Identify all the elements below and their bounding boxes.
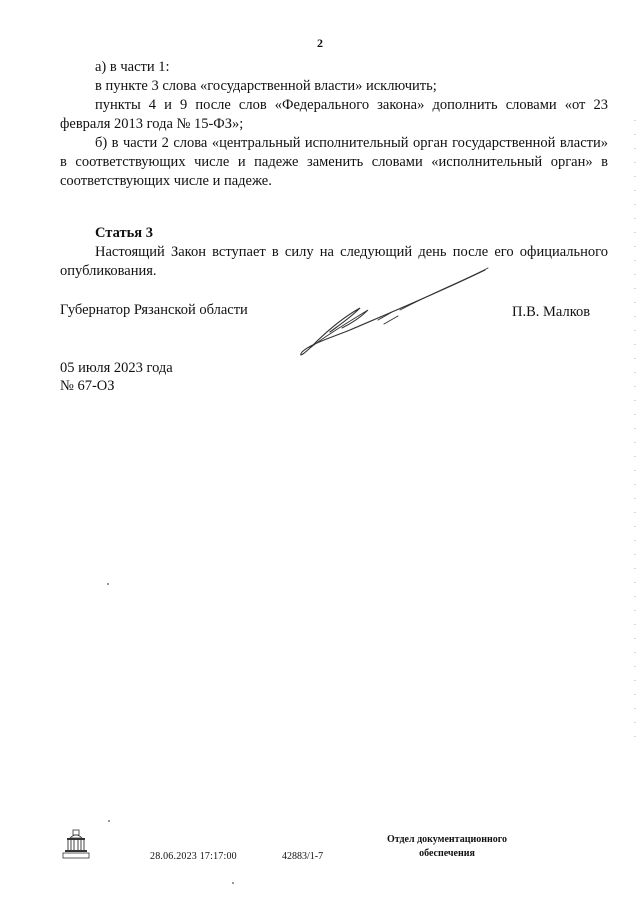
- scan-speck: [107, 583, 109, 585]
- paragraph-b: б) в части 2 слова «центральный исполнительный орган государственной власти» в соответствующих числе и падеже заменить словами «исполнительный орган» в соответствующих числе и падеже.: [60, 135, 608, 189]
- registration-number: 42883/1-7: [282, 851, 324, 862]
- law-number: № 67-ОЗ: [60, 378, 115, 394]
- registration-timestamp: 28.06.2023 17:17:00: [150, 851, 237, 862]
- paragraph-a: а) в части 1:: [95, 59, 170, 75]
- handwritten-signature: [290, 262, 495, 362]
- scan-edge-marks: [634, 120, 636, 740]
- department-stamp: [372, 833, 522, 861]
- scan-speck: [108, 820, 110, 822]
- signatory-name: П.В. Малков: [512, 304, 591, 320]
- department-line-1: Отдел документационного: [386, 834, 508, 845]
- law-date: 05 июля 2023 года: [60, 360, 173, 376]
- duma-building-logo: [62, 828, 90, 860]
- paragraph-point-3: в пункте 3 слова «государственной власти» исключить;: [95, 78, 437, 94]
- article-text: Настоящий Закон вступает в силу на следующий день после его официального опубликования.: [60, 244, 608, 279]
- signatory-role: Губернатор Рязанской области: [60, 302, 248, 318]
- amendment-text: [60, 58, 608, 191]
- paragraph-points-4-9: пункты 4 и 9 после слов «Федерального закона» дополнить словами «от 23 февраля 2013 года № 15-ФЗ»;: [60, 97, 608, 132]
- department-line-2: обеспечения: [419, 848, 475, 859]
- scan-speck: [232, 882, 234, 884]
- article-heading: Статья 3: [95, 225, 153, 241]
- page-number: 2: [317, 36, 323, 50]
